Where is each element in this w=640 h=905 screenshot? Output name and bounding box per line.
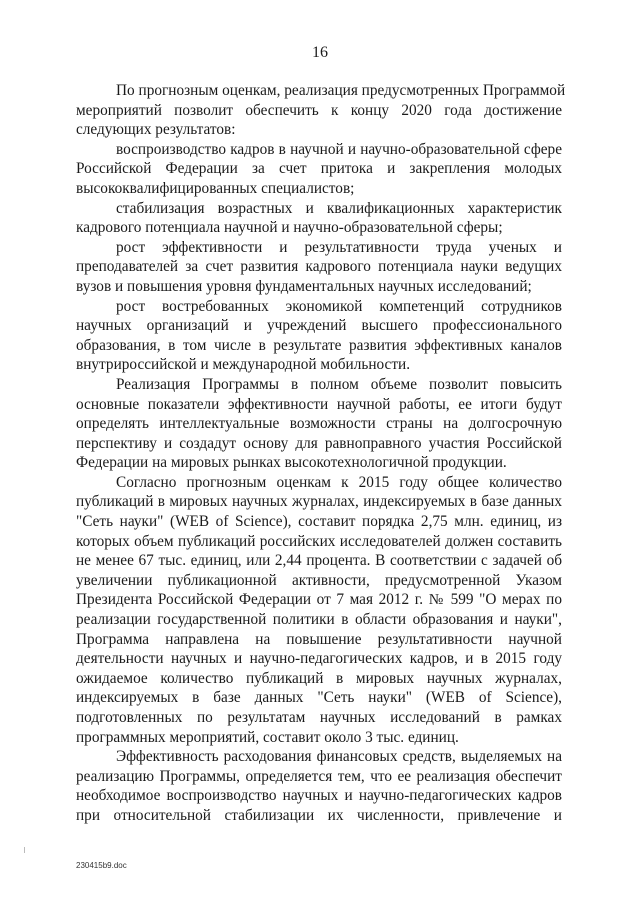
text-line: ожидаемое количество публикаций в мировых научных журналах, — [76, 669, 562, 687]
text-line: образования, в том числе в результате развития эффективных каналов — [76, 336, 562, 354]
text-line: подготовленных по результатам научных исследований в рамках — [76, 709, 562, 726]
text-line: следующих результатов: — [76, 121, 236, 139]
text-line: кадрового потенциала научной и научно-образовательной сферы; — [76, 219, 503, 237]
text-line: перспективу и создадут основу для равноправного участия Российской — [76, 434, 562, 452]
document-body — [76, 81, 566, 826]
text-line: реализации государственной политики в области образования и науки", — [76, 611, 562, 629]
margin-mark — [24, 847, 25, 853]
text-line: при относительной стабилизации их численности, привлечение и — [76, 806, 562, 824]
footer-filename: 230415b9.doc — [76, 861, 127, 870]
text-line: деятельности научных и научно-педагогических кадров, и в 2015 году — [76, 650, 562, 668]
text-line: Согласно прогнозным оценкам к 2015 году общее количество — [116, 473, 562, 491]
text-line: внутрироссийской и международной мобильности. — [76, 356, 411, 374]
text-line: По прогнозным оценкам, реализация предусмотренных Программой — [116, 82, 566, 99]
text-line: стабилизация возрастных и квалификационных характеристик — [116, 199, 562, 217]
text-line: Федерации на мировых рынках высокотехнологичной продукции. — [76, 454, 507, 472]
text-line: основные показатели эффективности научной работы, ее итоги будут — [76, 395, 562, 413]
text-line: которых объем публикаций российских исследователей должен составить — [76, 532, 562, 550]
text-line: Программа направлена на повышение результативности научной — [76, 630, 562, 648]
text-line: Эффективность расходования финансовых средств, выделяемых на — [116, 748, 562, 766]
text-line: научных организаций и учреждений высшего профессионального — [76, 317, 562, 335]
text-line: преподавателей за счет развития кадрового потенциала науки ведущих — [76, 258, 562, 276]
text-line: рост востребованных экономикой компетенций сотрудников — [116, 297, 562, 315]
text-line: высококвалифицированных специалистов; — [76, 179, 355, 197]
text-line: увеличении публикационной активности, предусмотренной Указом — [76, 571, 562, 589]
text-line: Президента Российской Федерации от 7 мая 2012 г. № 599 "О мерах по — [76, 591, 562, 609]
text-line: "Сеть науки" (WEB of Science), составит порядка 2,75 млн. единиц, из — [76, 513, 562, 531]
text-line: вузов и повышения уровня фундаментальных научных исследований; — [76, 277, 532, 295]
text-line: не менее 67 тыс. единиц, или 2,44 процента. В соответствии с задачей об — [76, 552, 562, 570]
text-line: рост эффективности и результативности труда ученых и — [116, 238, 562, 256]
text-line: воспроизводство кадров в научной и научно-образовательной сфере — [116, 140, 562, 158]
page-number: 16 — [312, 44, 328, 61]
text-line: Российской Федерации за счет притока и закрепления молодых — [76, 160, 562, 178]
text-line: мероприятий позволит обеспечить к концу 2020 года достижение — [76, 101, 562, 119]
text-line: индексируемых в базе данных "Сеть науки" (WEB of Science), — [76, 689, 562, 707]
text-line: необходимое воспроизводство научных и научно-педагогических кадров — [76, 787, 562, 805]
text-line: реализацию Программы, определяется тем, что ее реализация обеспечит — [76, 767, 562, 785]
text-line: публикаций в мировых научных журналах, индексируемых в базе данных — [76, 493, 562, 511]
text-line: определять интеллектуальные возможности страны на долгосрочную — [76, 415, 562, 433]
text-line: Реализация Программы в полном объеме позволит повысить — [116, 375, 562, 393]
text-line: программных мероприятий, составит около 3 тыс. единиц. — [76, 728, 459, 746]
